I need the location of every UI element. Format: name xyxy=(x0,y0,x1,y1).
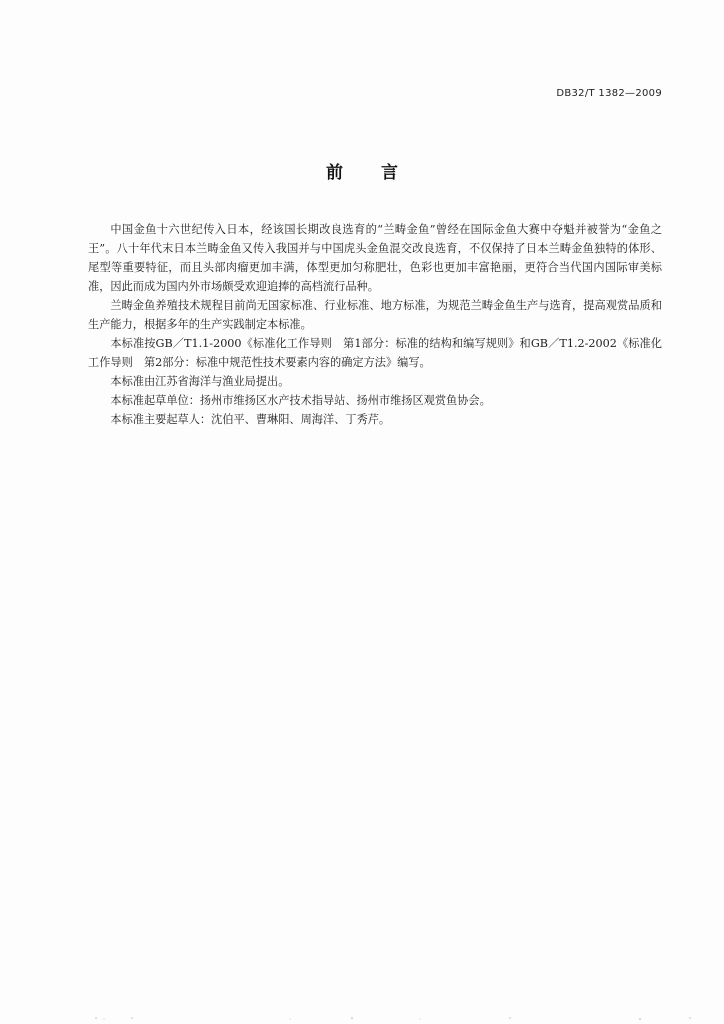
standard-code: DB32/T 1382—2009 xyxy=(556,88,662,99)
paragraph-proposer: 本标准由江苏省海洋与渔业局提出。 xyxy=(110,375,290,388)
paragraph-drafters: 本标准主要起草人：沈伯平、曹琳阳、周海洋、丁秀芹。 xyxy=(110,413,391,426)
paragraph-drafting-rules: 本标准按GB／T1.1-2000《标准化工作导则 第1部分：标准的结构和编写规则》和GB／T1.2-2002《标准化工作导则 第2部分：标准中规范性技术要素内容的确定方法》编写。 xyxy=(88,337,662,369)
body-text xyxy=(88,220,662,429)
paragraph-purpose: 兰畴金鱼养殖技术规程目前尚无国家标准、行业标准、地方标准，为规范兰畴金鱼生产与选育，提高观赏品质和生产能力，根据多年的生产实践制定本标准。 xyxy=(88,299,662,331)
page-title: 前言 xyxy=(326,163,436,183)
scan-specks xyxy=(0,1004,724,1024)
paragraph-intro: 中国金鱼十六世纪传入日本，经该国长期改良选育的“兰畴金鱼”曾经在国际金鱼大赛中夺魁并被誉为“金鱼之王”。八十年代末日本兰畴金鱼又传入我国并与中国虎头金鱼混交改良选育，不仅保持了日本兰畴金鱼独特的体形、尾型等重要特征，而且头部肉瘤更加丰满，体型更加匀称肥壮，色彩也更加丰富艳丽，更符合当代国内国际审美标准，因此而成为国内外市场颇受欢迎追捧的高档流行品种。 xyxy=(88,223,662,293)
paragraph-drafting-units: 本标准起草单位：扬州市维扬区水产技术指导站、扬州市维扬区观赏鱼协会。 xyxy=(110,394,491,407)
